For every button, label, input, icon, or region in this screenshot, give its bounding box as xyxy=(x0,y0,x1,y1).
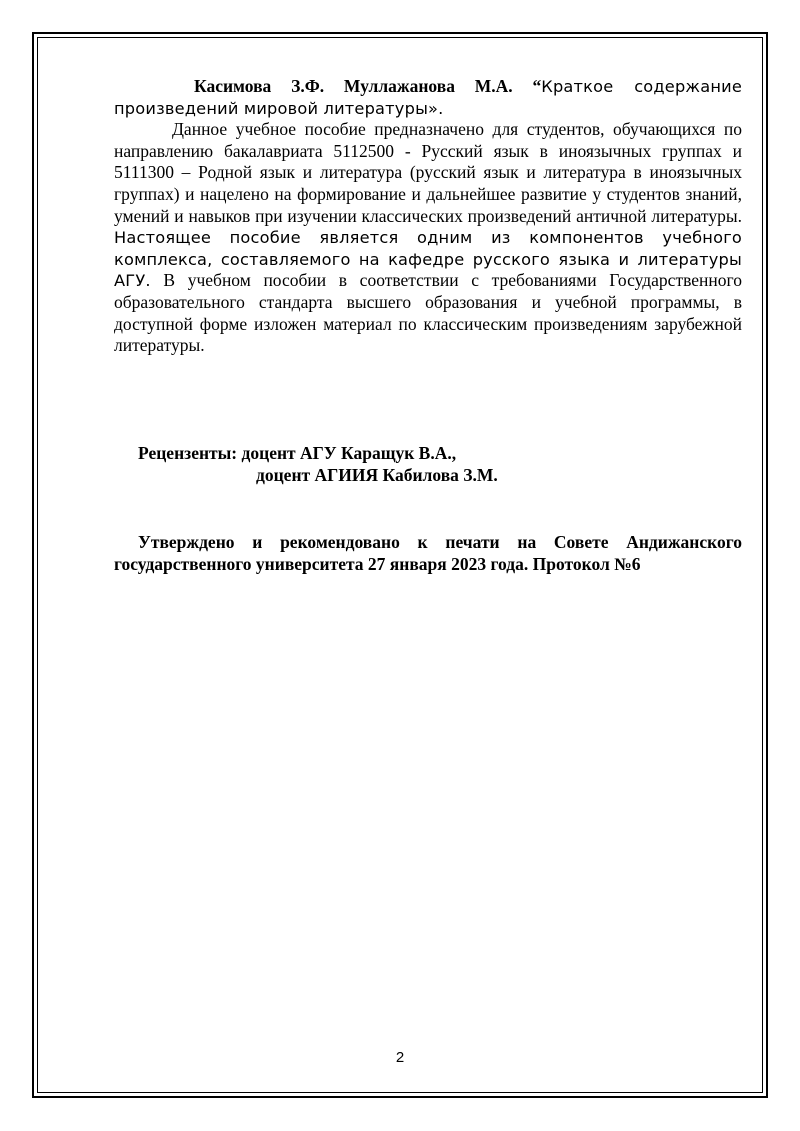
reviewers-line2: доцент АГИИЯ Кабилова З.М. xyxy=(256,465,498,485)
abstract-part2: Настоящее пособие является одним из компонентов учебного комплекса, составляемого на кафедре русского языка и литературы АГУ. xyxy=(114,228,742,291)
authors: Касимова З.Ф. Муллажанова М.А. xyxy=(194,76,513,96)
title-line2: произведений мировой литературы». xyxy=(114,98,444,118)
approval-statement: Утверждено и рекомендовано к печати на Совете Андижанского государственного университета 27 января 2023 года. Протокол №6 xyxy=(114,532,742,574)
reviewers-line1: Рецензенты: доцент АГУ Каращук В.А., xyxy=(138,443,457,463)
page-number: 2 xyxy=(395,1049,405,1066)
title-open-quote: “ xyxy=(532,76,542,96)
annotation-block xyxy=(114,76,742,357)
title-paragraph xyxy=(114,76,742,119)
abstract-part3: В учебном пособии в соответствии с требованиями Государственного образовательного стандарта высшего образования и учебной программы, в доступной форме изложен материал по классическим произведениям зарубежной литературы. xyxy=(114,270,742,356)
reviewers-block xyxy=(138,442,498,486)
title-line1: Краткое содержание xyxy=(541,77,742,96)
abstract-paragraph xyxy=(114,119,742,357)
abstract-part1: Данное учебное пособие предназначено для студентов, обучающихся по направлению бакалавриата 5112500 - Русский язык в иноязычных группах и 5111300 – Родной язык и литература (русский язык и литература в иноязычных группах) и нацелено на формирование и дальнейшее развитие у студентов знаний, умений и навыков при изучении классических произведений античной литературы. xyxy=(114,119,742,226)
